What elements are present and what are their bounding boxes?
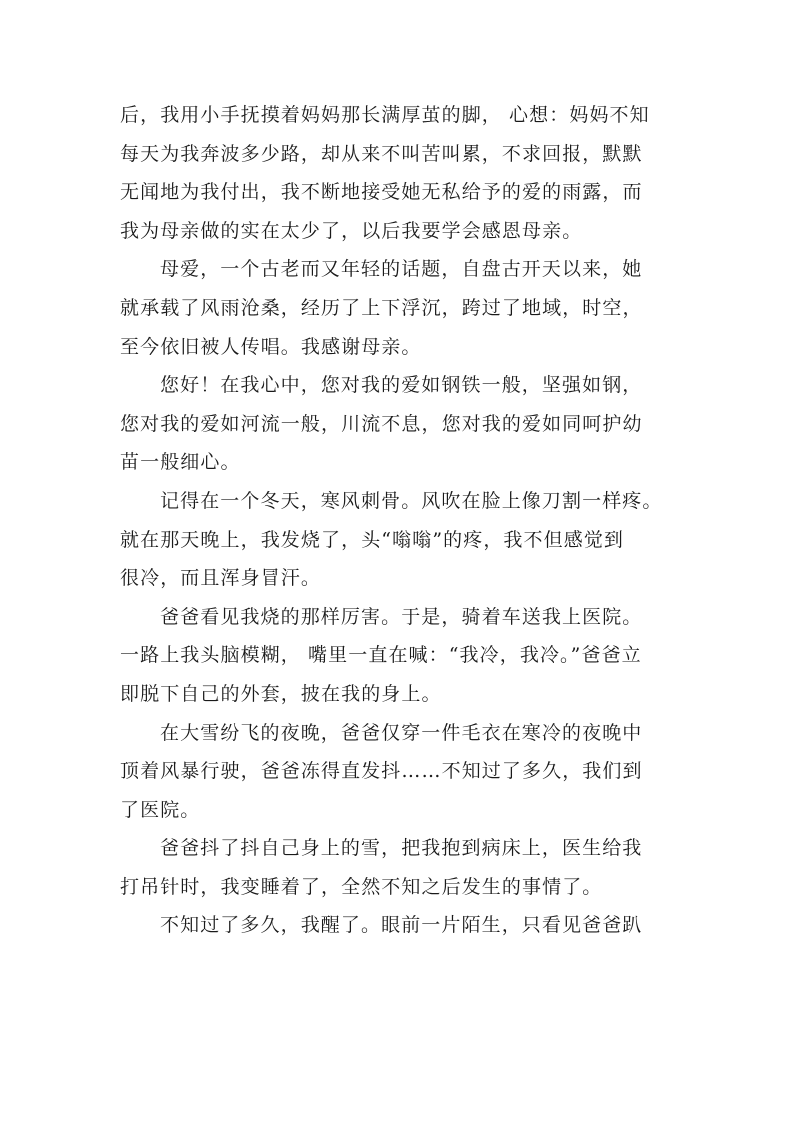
text-line: 即脱下自己的外套，披在我的身上。 — [120, 682, 442, 705]
text-line: 就在那天晚上，我发烧了，头“嗡嗡”的疼，我不但感觉到 — [120, 528, 625, 551]
text-line: 苗一般细心。 — [120, 451, 241, 474]
paragraph — [120, 250, 680, 366]
text-line: 在大雪纷飞的夜晚，爸爸仅穿一件毛衣在寒冷的夜晚中 — [160, 721, 643, 744]
text-line: 一路上我头脑模糊， 嘴里一直在喊：“我冷，我冷。”爸爸立 — [120, 644, 642, 667]
text-line: 每天为我奔波多少路，却从来不叫苦叫累，不求回报，默默 — [120, 142, 643, 165]
text-line: 了医院。 — [120, 798, 201, 821]
text-line: 无闻地为我付出，我不断地接受她无私给予的爱的雨露，而 — [120, 181, 643, 204]
document-page — [120, 96, 680, 945]
paragraph — [120, 829, 680, 906]
text-line: 打吊针时，我变睡着了，全然不知之后发生的事情了。 — [120, 875, 603, 898]
text-line: 您对我的爱如河流一般，川流不息，您对我的爱如同呵护幼 — [120, 412, 643, 435]
text-line: 您好！在我心中，您对我的爱如钢铁一般，坚强如钢， — [160, 374, 643, 397]
text-line: 不知过了多久，我醒了。眼前一片陌生，只看见爸爸趴 — [160, 914, 643, 937]
paragraph — [120, 714, 680, 830]
paragraph — [120, 366, 680, 482]
text-line: 爸爸抖了抖自己身上的雪，把我抱到病床上，医生给我 — [160, 837, 643, 860]
text-line: 我为母亲做的实在太少了，以后我要学会感恩母亲。 — [120, 219, 583, 242]
text-line: 记得在一个冬天，寒风刺骨。风吹在脸上像刀割一样疼。 — [160, 489, 663, 512]
text-line: 很冷，而且浑身冒汗。 — [120, 567, 322, 590]
paragraph — [120, 598, 680, 714]
paragraph — [120, 96, 680, 250]
text-line: 顶着风暴行驶，爸爸冻得直发抖……不知过了多久，我们到 — [120, 760, 643, 783]
text-line: 爸爸看见我烧的那样厉害。于是，骑着车送我上医院。 — [160, 605, 643, 628]
paragraph — [120, 906, 680, 945]
text-line: 母爱，一个古老而又年轻的话题，自盘古开天以来，她 — [160, 258, 643, 281]
text-line: 至今依旧被人传唱。我感谢母亲。 — [120, 335, 422, 358]
text-line: 就承载了风雨沧桑，经历了上下浮沉，跨过了地域，时空， — [120, 296, 643, 319]
paragraph — [120, 482, 680, 598]
text-line: 后，我用小手抚摸着妈妈那长满厚茧的脚， 心想：妈妈不知 — [120, 104, 650, 126]
